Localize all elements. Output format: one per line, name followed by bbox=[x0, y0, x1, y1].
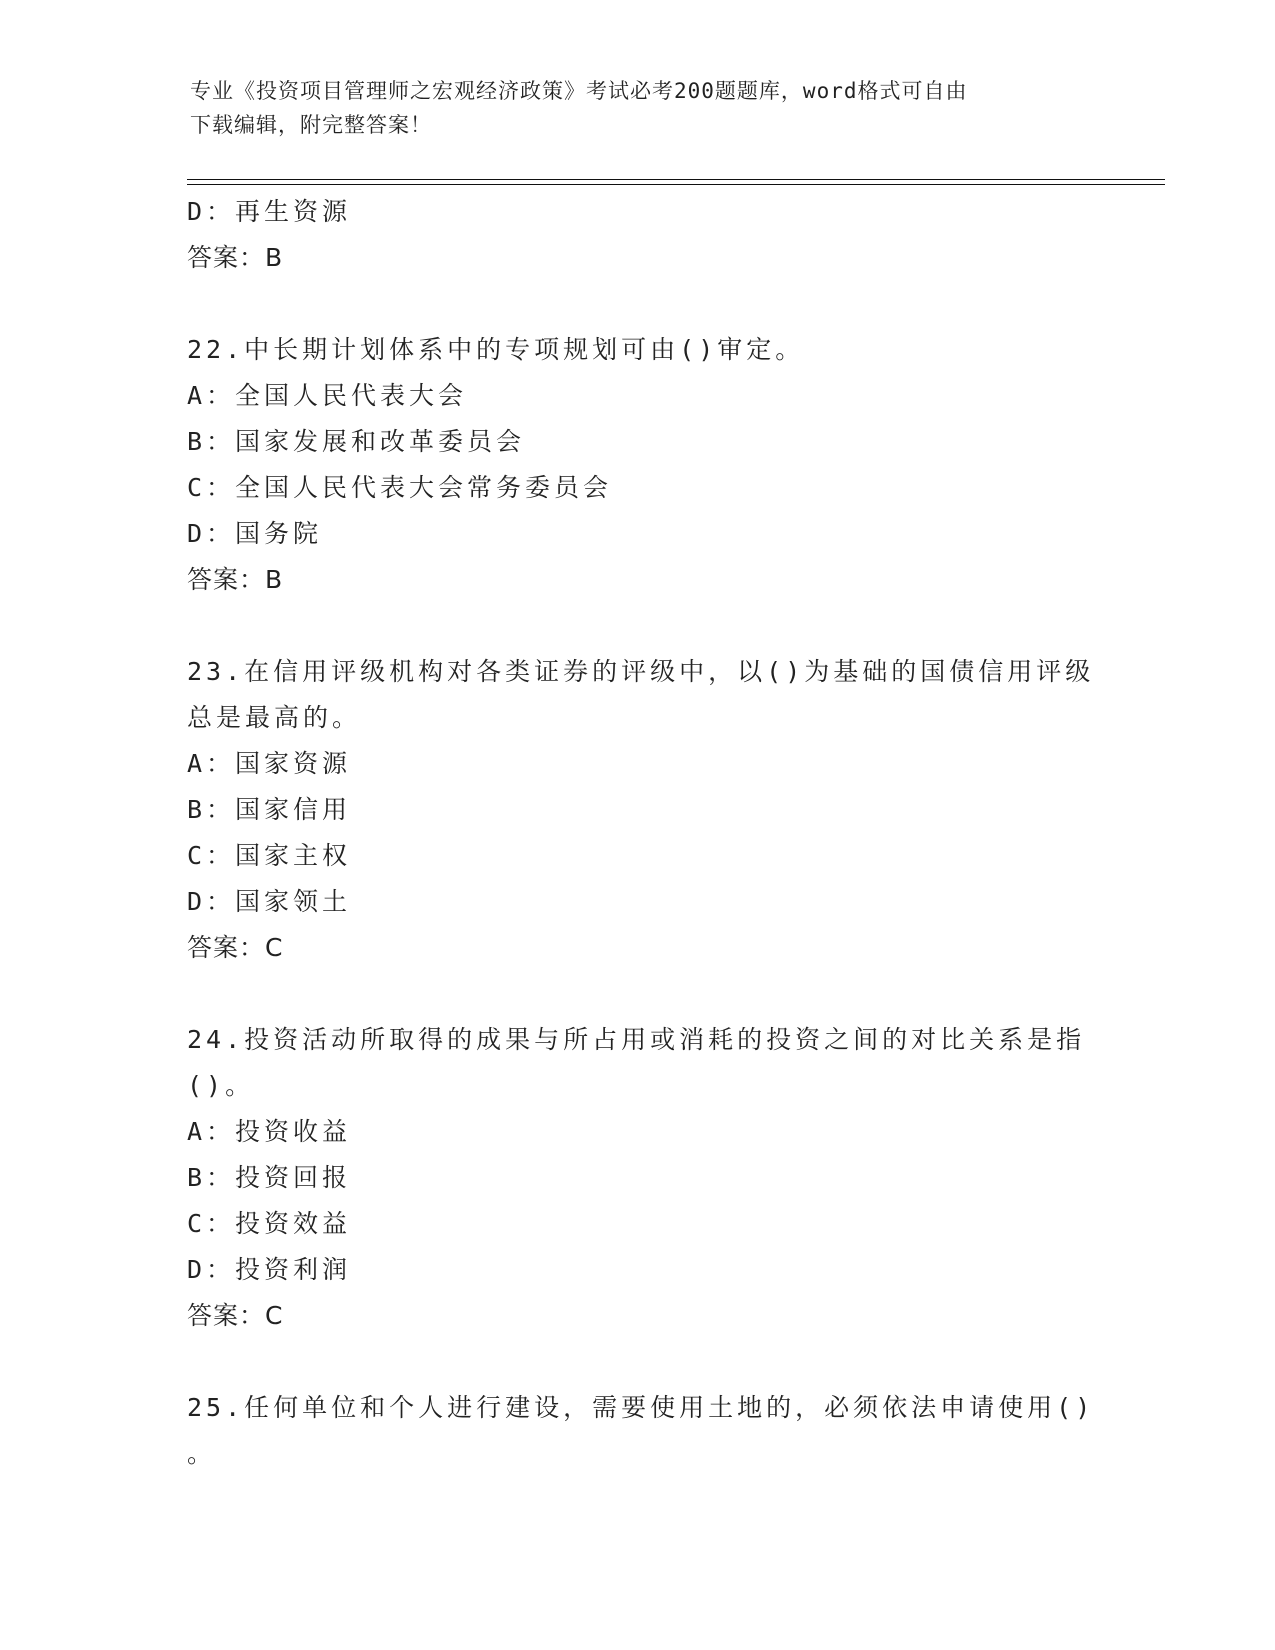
question-stem-line-1: 24.投资活动所取得的成果与所占用或消耗的投资之间的对比关系是指 bbox=[187, 1025, 1086, 1054]
answer: 答案：C bbox=[187, 1301, 284, 1330]
document-header bbox=[190, 74, 1090, 142]
question-25 bbox=[187, 1385, 1095, 1477]
option-c: C：全国人民代表大会常务委员会 bbox=[187, 473, 613, 502]
question-23 bbox=[187, 649, 1095, 971]
option-d: D：国家领土 bbox=[187, 887, 352, 916]
question-stem-line-1: 23.在信用评级机构对各类证券的评级中，以()为基础的国债信用评级 bbox=[187, 657, 1095, 686]
option-a: A：投资收益 bbox=[187, 1117, 352, 1146]
question-24 bbox=[187, 1017, 1087, 1339]
question-list bbox=[187, 189, 1095, 1477]
header-line-1: 专业《投资项目管理师之宏观经济政策》考试必考200题题库，word格式可自由 bbox=[190, 79, 968, 103]
option-c: C：投资效益 bbox=[187, 1209, 352, 1238]
option-a: A：国家资源 bbox=[187, 749, 352, 778]
header-line-2: 下载编辑，附完整答案！ bbox=[190, 113, 432, 137]
question-stem-line-1: 25.任何单位和个人进行建设，需要使用土地的，必须依法申请使用() bbox=[187, 1393, 1095, 1422]
answer: 答案：C bbox=[187, 933, 284, 962]
option-d: D：投资利润 bbox=[187, 1255, 352, 1284]
answer: 答案：B bbox=[187, 565, 284, 594]
option-b: B：国家信用 bbox=[187, 795, 352, 824]
option-d: D：再生资源 bbox=[187, 197, 352, 226]
header-divider-bottom bbox=[187, 184, 1165, 185]
option-b: B：国家发展和改革委员会 bbox=[187, 427, 526, 456]
question-stem-line-2: 。 bbox=[187, 1439, 217, 1468]
option-a: A：全国人民代表大会 bbox=[187, 381, 468, 410]
question-stem: 22.中长期计划体系中的专项规划可由()审定。 bbox=[187, 335, 805, 364]
option-c: C：国家主权 bbox=[187, 841, 352, 870]
question-stem-line-2: ()。 bbox=[187, 1071, 255, 1100]
question-22 bbox=[187, 327, 1087, 603]
question-stem-line-2: 总是最高的。 bbox=[187, 703, 362, 732]
header-divider-top bbox=[187, 179, 1165, 180]
option-b: B：投资回报 bbox=[187, 1163, 352, 1192]
option-d: D：国务院 bbox=[187, 519, 323, 548]
answer: 答案：B bbox=[187, 243, 284, 272]
